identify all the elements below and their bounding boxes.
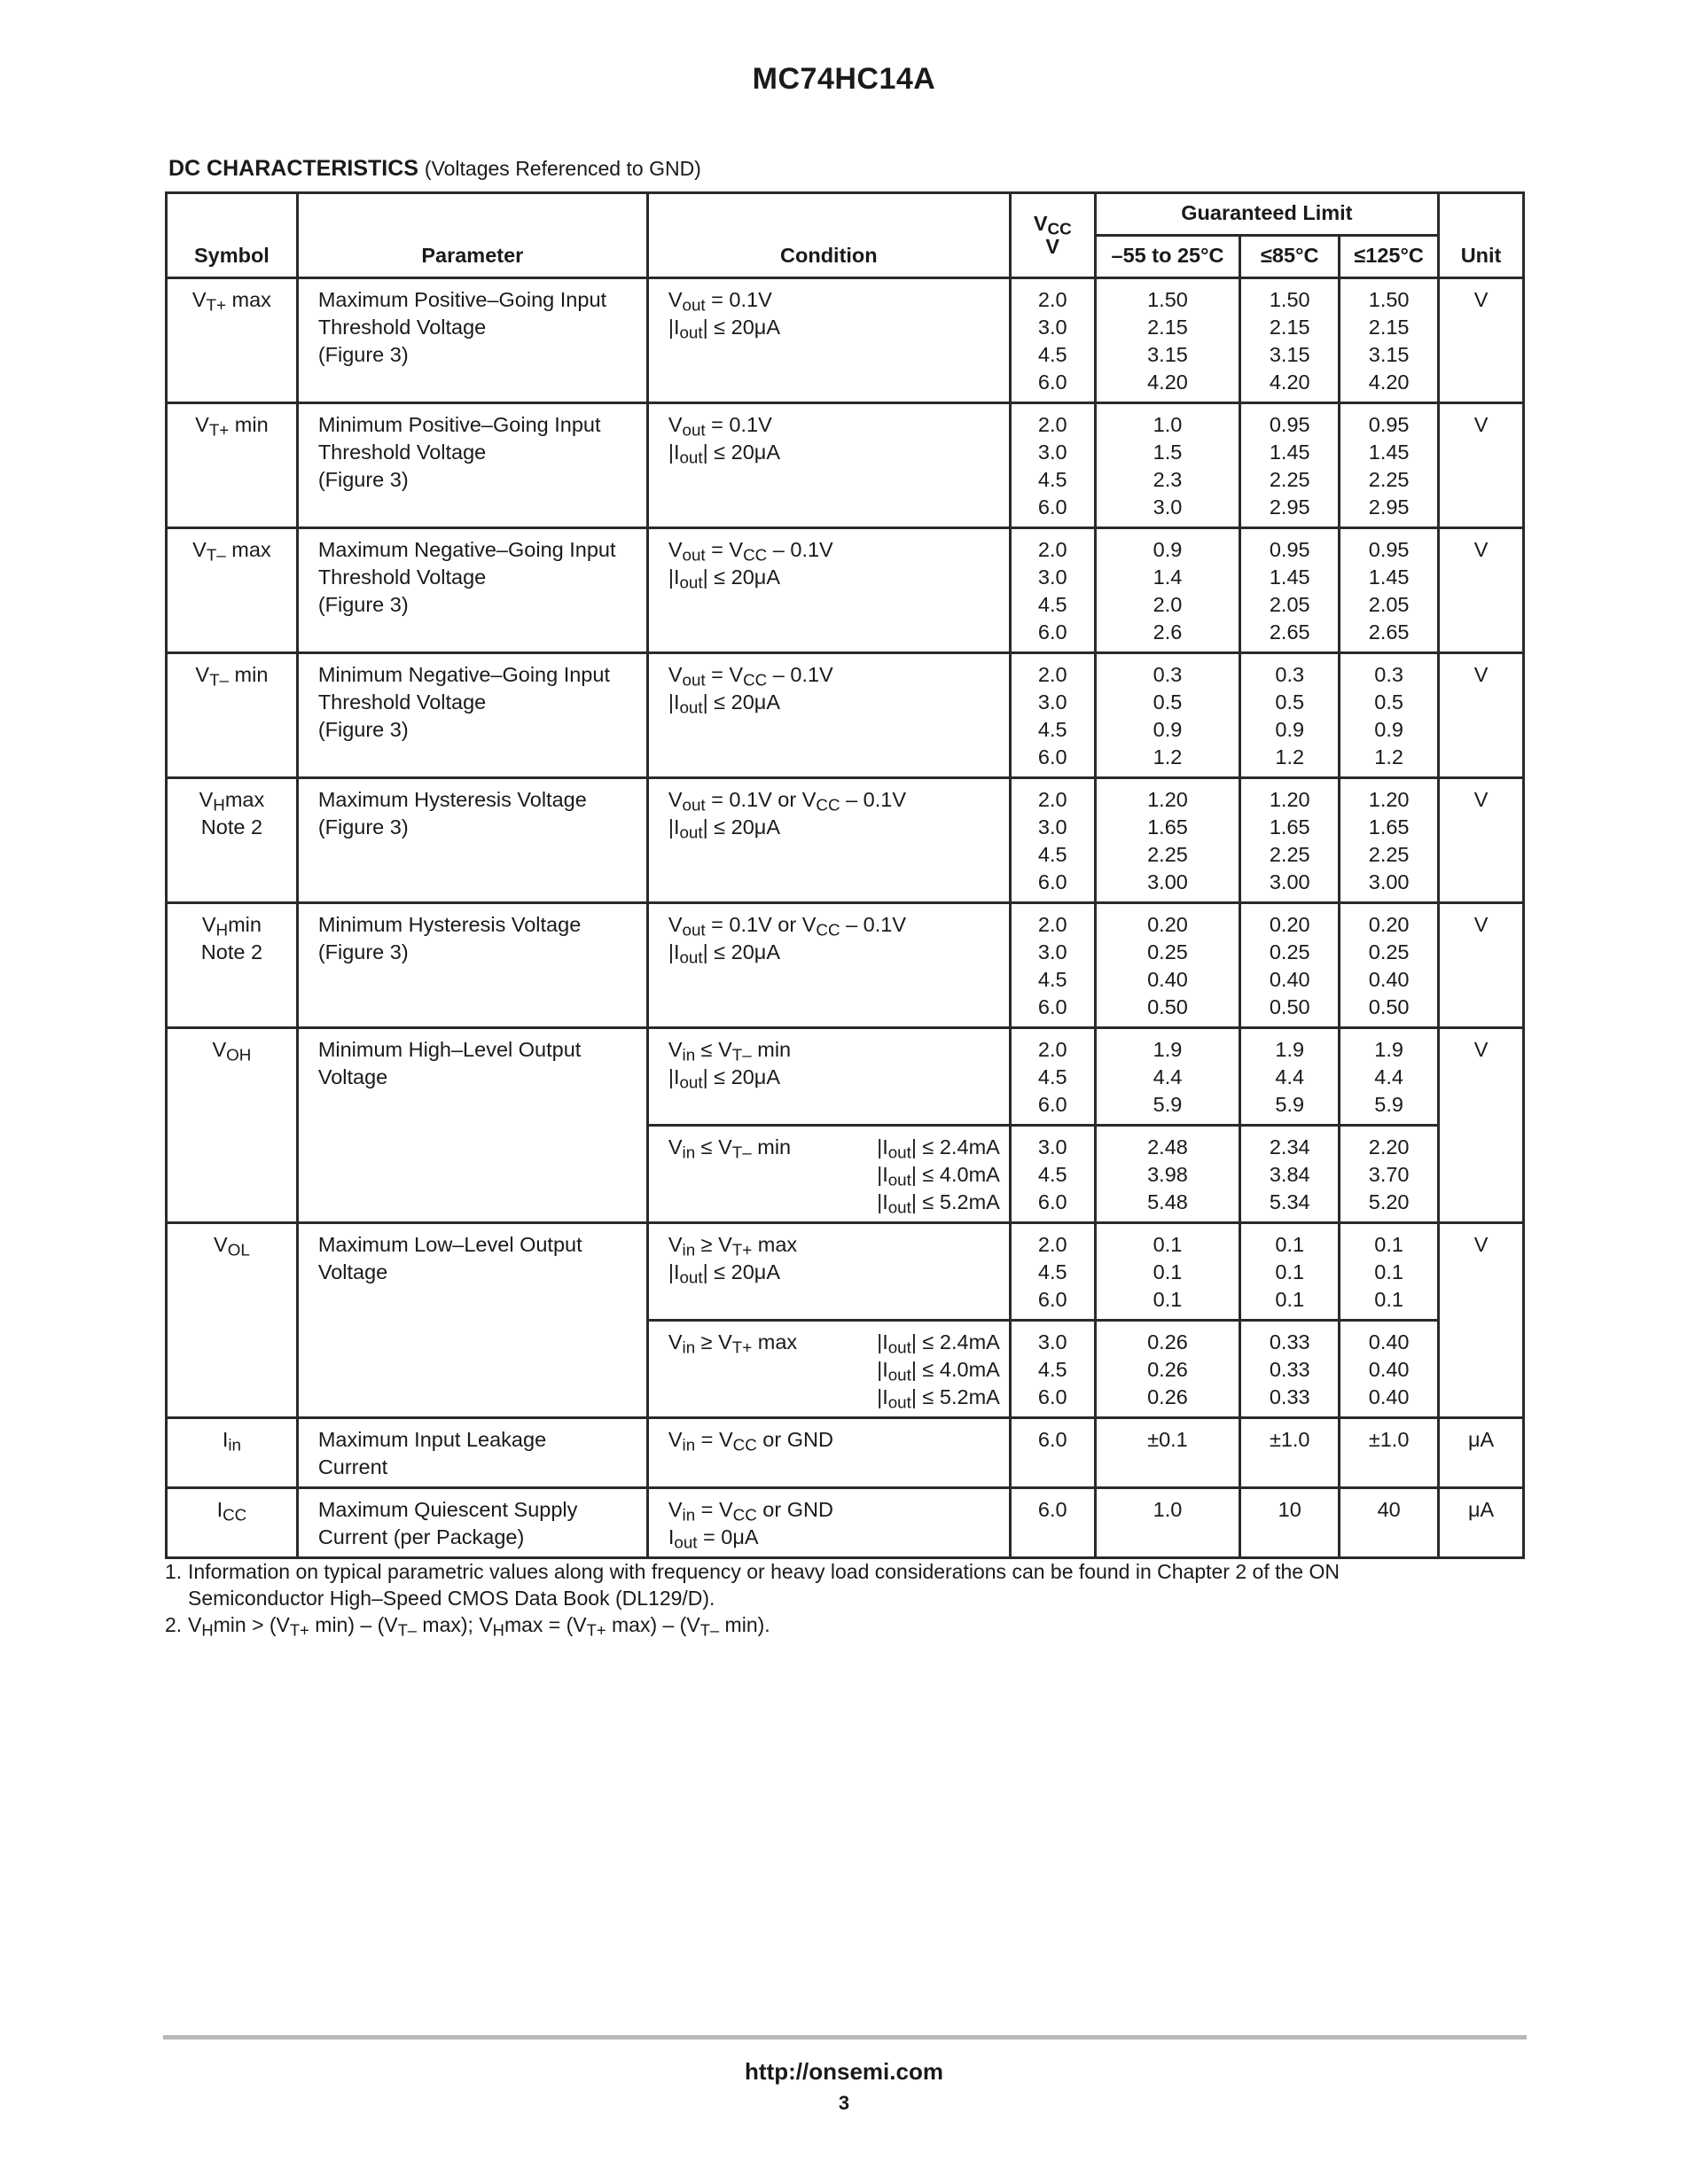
cell-vcc: 2.0 3.0 4.5 6.0 xyxy=(1010,778,1095,903)
dc-characteristics-table xyxy=(165,191,1525,1559)
header-temp-85: ≤85°C xyxy=(1240,236,1340,278)
cell-parameter: Maximum Low–Level Output Voltage xyxy=(297,1223,647,1418)
cell-limit-125: 40 xyxy=(1340,1488,1439,1558)
cell-limit-85: ±1.0 xyxy=(1240,1418,1340,1488)
header-guaranteed-limit: Guaranteed Limit xyxy=(1095,193,1438,236)
cell-unit: μA xyxy=(1439,1488,1524,1558)
cell-limit-85: 0.1 0.1 0.1 xyxy=(1240,1223,1340,1321)
cell-parameter: Maximum Hysteresis Voltage (Figure 3) xyxy=(297,778,647,903)
cell-vcc: 6.0 xyxy=(1010,1488,1095,1558)
cell-symbol: $I_{CC}$ xyxy=(167,1488,298,1558)
cell-symbol: $V_{T+}$ max xyxy=(167,278,298,403)
cell-symbol: $V_H\min$ Note 2 xyxy=(167,903,298,1028)
table-row xyxy=(167,1223,1524,1321)
cell-limit-85: 1.20 1.65 2.25 3.00 xyxy=(1240,778,1340,903)
cell-vcc: 2.0 3.0 4.5 6.0 xyxy=(1010,278,1095,403)
cell-symbol: $V_{OH}$ xyxy=(167,1028,298,1223)
table-row xyxy=(167,778,1524,903)
footnote-2-text: $V_H\min > (V_{T+}$ $\min) - (V_{T-}$ max); $V_H\max = (V_{T+}$ $\max) - (V_{T-}$ min). xyxy=(188,1613,770,1640)
section-heading xyxy=(168,156,701,182)
cell-limit-25: 0.3 0.5 0.9 1.2 xyxy=(1095,653,1240,778)
cell-parameter: Minimum Hysteresis Voltage (Figure 3) xyxy=(297,903,647,1028)
cell-vcc: 2.0 3.0 4.5 6.0 xyxy=(1010,528,1095,653)
cell-limit-125: ±1.0 xyxy=(1340,1418,1439,1488)
header-temp-25: –55 to 25°C xyxy=(1095,236,1240,278)
cell-symbol: $V_{T+}$ min xyxy=(167,403,298,528)
cell-vcc: 2.0 3.0 4.5 6.0 xyxy=(1010,653,1095,778)
header-parameter: Parameter xyxy=(297,193,647,278)
cell-limit-25: 1.9 4.4 5.9 xyxy=(1095,1028,1240,1126)
cell-condition: $V_{in} \ge V_{T+}$ max $|I_{out}| \le 2.4mA$ $|I_{out}| \le 4.0mA$ $|I_{out}| \le 5.2mA$ xyxy=(647,1321,1010,1418)
cell-limit-25: 2.48 3.98 5.48 xyxy=(1095,1126,1240,1223)
cell-unit: V xyxy=(1439,653,1524,778)
footnote-1: 1. Information on typical parametric values along with frequency or heavy load considerations can be found in Chapter 2 of the ON Semiconductor High–Speed CMOS Data Book (DL129/D). xyxy=(165,1560,1340,1610)
cell-symbol: $V_{T-}$ max xyxy=(167,528,298,653)
cell-parameter: Maximum Positive–Going Input Threshold Voltage (Figure 3) xyxy=(297,278,647,403)
cell-parameter: Minimum Negative–Going Input Threshold Voltage (Figure 3) xyxy=(297,653,647,778)
section-heading-title: DC CHARACTERISTICS xyxy=(168,156,418,181)
table-row xyxy=(167,903,1524,1028)
footer-divider xyxy=(163,2035,1527,2040)
cell-limit-85: 1.9 4.4 5.9 xyxy=(1240,1028,1340,1126)
cell-unit: μA xyxy=(1439,1418,1524,1488)
cell-limit-85: 2.34 3.84 5.34 xyxy=(1240,1126,1340,1223)
cell-unit: V xyxy=(1439,403,1524,528)
cell-condition: $V_{in} \le V_{T-}$ min $|I_{out}| \le 2.4mA$ $|I_{out}| \le 4.0mA$ $|I_{out}| \le 5.2mA$ xyxy=(647,1126,1010,1223)
cell-limit-85: 0.33 0.33 0.33 xyxy=(1240,1321,1340,1418)
table-row xyxy=(167,1418,1524,1488)
cell-vcc: 2.0 3.0 4.5 6.0 xyxy=(1010,903,1095,1028)
cell-unit: V xyxy=(1439,528,1524,653)
cell-unit: V xyxy=(1439,1223,1524,1418)
cell-parameter: Maximum Quiescent Supply Current (per Package) xyxy=(297,1488,647,1558)
page-title: MC74HC14A xyxy=(752,62,936,96)
cell-parameter: Minimum High–Level Output Voltage xyxy=(297,1028,647,1223)
cell-condition: $V_{in} \ge V_{T+}$ max $|I_{out}| \le 20\mu A$ xyxy=(647,1223,1010,1321)
cell-condition: $V_{out} = 0.1V$ $|I_{out}| \le 20\mu A$ xyxy=(647,403,1010,528)
cell-vcc: 2.0 4.5 6.0 xyxy=(1010,1223,1095,1321)
cell-vcc: 2.0 3.0 4.5 6.0 xyxy=(1010,403,1095,528)
table-row xyxy=(167,1488,1524,1558)
cell-limit-125: 0.1 0.1 0.1 xyxy=(1340,1223,1439,1321)
cell-limit-25: ±0.1 xyxy=(1095,1418,1240,1488)
cell-limit-25: 1.0 1.5 2.3 3.0 xyxy=(1095,403,1240,528)
cell-condition: $V_{in} = V_{CC}$ or GND $I_{out} = 0\mu A$ xyxy=(647,1488,1010,1558)
cell-limit-25: 1.0 xyxy=(1095,1488,1240,1558)
footnote-1-line-1: Information on typical parametric values along with frequency or heavy load considerations can be found in Chapter 2 of the ON xyxy=(188,1560,1340,1583)
cell-condition: $V_{out} = 0.1V$ or $V_{CC} - 0.1V$ $|I_{out}| \le 20\mu A$ xyxy=(647,778,1010,903)
cell-limit-85: 0.95 1.45 2.25 2.95 xyxy=(1240,403,1340,528)
section-heading-subtitle: (Voltages Referenced to GND) xyxy=(424,157,701,180)
cell-parameter: Maximum Negative–Going Input Threshold Voltage (Figure 3) xyxy=(297,528,647,653)
cell-limit-25: 0.26 0.26 0.26 xyxy=(1095,1321,1240,1418)
cell-condition: $V_{out} = V_{CC} - 0.1V$ $|I_{out}| \le 20\mu A$ xyxy=(647,653,1010,778)
cell-symbol: $I_{in}$ xyxy=(167,1418,298,1488)
cell-symbol: $V_{OL}$ xyxy=(167,1223,298,1418)
cell-parameter: Maximum Input Leakage Current xyxy=(297,1418,647,1488)
header-symbol: Symbol xyxy=(167,193,298,278)
table-row xyxy=(167,528,1524,653)
cell-limit-125: 0.3 0.5 0.9 1.2 xyxy=(1340,653,1439,778)
cell-parameter: Minimum Positive–Going Input Threshold Voltage (Figure 3) xyxy=(297,403,647,528)
cell-vcc: 3.0 4.5 6.0 xyxy=(1010,1126,1095,1223)
cell-limit-85: 10 xyxy=(1240,1488,1340,1558)
cell-condition: $V_{out} = 0.1V$ $|I_{out}| \le 20\mu A$ xyxy=(647,278,1010,403)
header-unit: Unit xyxy=(1439,193,1524,278)
footer-url-link[interactable]: http://onsemi.com xyxy=(745,2058,943,2085)
table-row xyxy=(167,278,1524,403)
footnote-1-line-2: Semiconductor High–Speed CMOS Data Book (DL129/D). xyxy=(188,1587,715,1610)
header-temp-125: ≤125°C xyxy=(1340,236,1439,278)
cell-unit: V xyxy=(1439,278,1524,403)
cell-limit-125: 0.95 1.45 2.05 2.65 xyxy=(1340,528,1439,653)
cell-condition: $V_{in} = V_{CC}$ or GND xyxy=(647,1418,1010,1488)
cell-unit: V xyxy=(1439,778,1524,903)
cell-limit-25: 0.20 0.25 0.40 0.50 xyxy=(1095,903,1240,1028)
table-row xyxy=(167,403,1524,528)
cell-symbol: $V_{T-}$ min xyxy=(167,653,298,778)
footnote-2: 2. $V_H\min > (V_{T+}$ $\min) - (V_{T-}$ max); $V_H\max = (V_{T+}$ $\max) - (V_{T-}$ min). xyxy=(165,1613,770,1640)
cell-vcc: 3.0 4.5 6.0 xyxy=(1010,1321,1095,1418)
cell-symbol: $V_H\max$ Note 2 xyxy=(167,778,298,903)
cell-limit-85: 0.20 0.25 0.40 0.50 xyxy=(1240,903,1340,1028)
cell-limit-85: 1.50 2.15 3.15 4.20 xyxy=(1240,278,1340,403)
cell-limit-25: 0.9 1.4 2.0 2.6 xyxy=(1095,528,1240,653)
cell-limit-125: 0.95 1.45 2.25 2.95 xyxy=(1340,403,1439,528)
cell-condition: $V_{in} \le V_{T-}$ min $|I_{out}| \le 20\mu A$ xyxy=(647,1028,1010,1126)
cell-limit-125: 2.20 3.70 5.20 xyxy=(1340,1126,1439,1223)
cell-vcc: 2.0 4.5 6.0 xyxy=(1010,1028,1095,1126)
cell-unit: V xyxy=(1439,1028,1524,1223)
table-row xyxy=(167,653,1524,778)
cell-limit-25: 0.1 0.1 0.1 xyxy=(1095,1223,1240,1321)
cell-vcc: 6.0 xyxy=(1010,1418,1095,1488)
cell-limit-85: 0.3 0.5 0.9 1.2 xyxy=(1240,653,1340,778)
cell-condition: $V_{out} = 0.1V$ or $V_{CC} - 0.1V$ $|I_{out}| \le 20\mu A$ xyxy=(647,903,1010,1028)
cell-limit-125: 1.20 1.65 2.25 3.00 xyxy=(1340,778,1439,903)
cell-limit-125: 0.20 0.25 0.40 0.50 xyxy=(1340,903,1439,1028)
cell-limit-25: 1.50 2.15 3.15 4.20 xyxy=(1095,278,1240,403)
cell-limit-125: 1.9 4.4 5.9 xyxy=(1340,1028,1439,1126)
page-number: 3 xyxy=(838,2092,850,2114)
header-vcc: $V_{CC}$ V xyxy=(1010,193,1095,278)
footnotes xyxy=(165,1558,1525,1638)
cell-condition: $V_{out} = V_{CC} - 0.1V$ $|I_{out}| \le 20\mu A$ xyxy=(647,528,1010,653)
cell-limit-25: 1.20 1.65 2.25 3.00 xyxy=(1095,778,1240,903)
cell-limit-85: 0.95 1.45 2.05 2.65 xyxy=(1240,528,1340,653)
table-row xyxy=(167,1028,1524,1126)
header-condition: Condition xyxy=(647,193,1010,278)
cell-unit: V xyxy=(1439,903,1524,1028)
cell-limit-125: 0.40 0.40 0.40 xyxy=(1340,1321,1439,1418)
cell-limit-125: 1.50 2.15 3.15 4.20 xyxy=(1340,278,1439,403)
